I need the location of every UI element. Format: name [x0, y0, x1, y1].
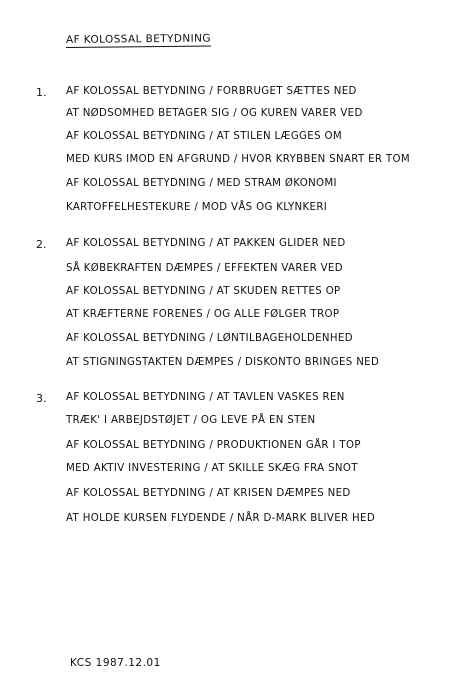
verse-line: AF KOLOSSAL BETYDNING / AT TAVLEN VASKES REN — [66, 392, 345, 403]
verse-line: AT HOLDE KURSEN FLYDENDE / NÅR D-MARK BLIVER HED — [66, 513, 376, 524]
verse-line: AF KOLOSSAL BETYDNING / FORBRUGET SÆTTES NED — [66, 86, 357, 97]
stanza-number: 3. — [36, 392, 47, 405]
verse-line: MED AKTIV INVESTERING / AT SKILLE SKÆG FRA SNOT — [66, 463, 358, 474]
verse-line: AF KOLOSSAL BETYDNING / PRODUKTIONEN GÅR I TOP — [66, 440, 361, 451]
verse-line: AT NØDSOMHED BETAGER SIG / OG KUREN VARER VED — [66, 108, 363, 119]
verse-line: AF KOLOSSAL BETYDNING / AT PAKKEN GLIDER NED — [66, 238, 346, 249]
verse-line: AT KRÆFTERNE FORENES / OG ALLE FØLGER TROP — [66, 309, 340, 320]
verse-line: TRÆK' I ARBEJDSTØJET / OG LEVE PÅ EN STEN — [66, 415, 316, 426]
verse-line: AF KOLOSSAL BETYDNING / AT KRISEN DÆMPES NED — [66, 488, 351, 499]
verse-line: MED KURS IMOD EN AFGRUND / HVOR KRYBBEN SNART ER TOM — [66, 154, 411, 165]
verse-line: KARTOFFELHESTEKURE / MOD VÅS OG KLYNKERI — [66, 202, 328, 213]
stanza-number: 2. — [36, 238, 47, 251]
verse-line: AT STIGNINGSTAKTEN DÆMPES / DISKONTO BRINGES NED — [66, 357, 380, 368]
signature-date: KCS 1987.12.01 — [70, 657, 161, 669]
verse-line: SÅ KØBEKRAFTEN DÆMPES / EFFEKTEN VARER VED — [66, 263, 343, 274]
verse-line: AF KOLOSSAL BETYDNING / MED STRAM ØKONOMI — [66, 178, 337, 189]
verse-line: AF KOLOSSAL BETYDNING / LØNTILBAGEHOLDENHED — [66, 333, 353, 344]
page-title: AF KOLOSSAL BETYDNING — [65, 32, 211, 46]
stanza-number: 1. — [36, 86, 47, 99]
verse-line: AF KOLOSSAL BETYDNING / AT STILEN LÆGGES OM — [66, 131, 343, 142]
verse-line: AF KOLOSSAL BETYDNING / AT SKUDEN RETTES OP — [66, 286, 341, 297]
